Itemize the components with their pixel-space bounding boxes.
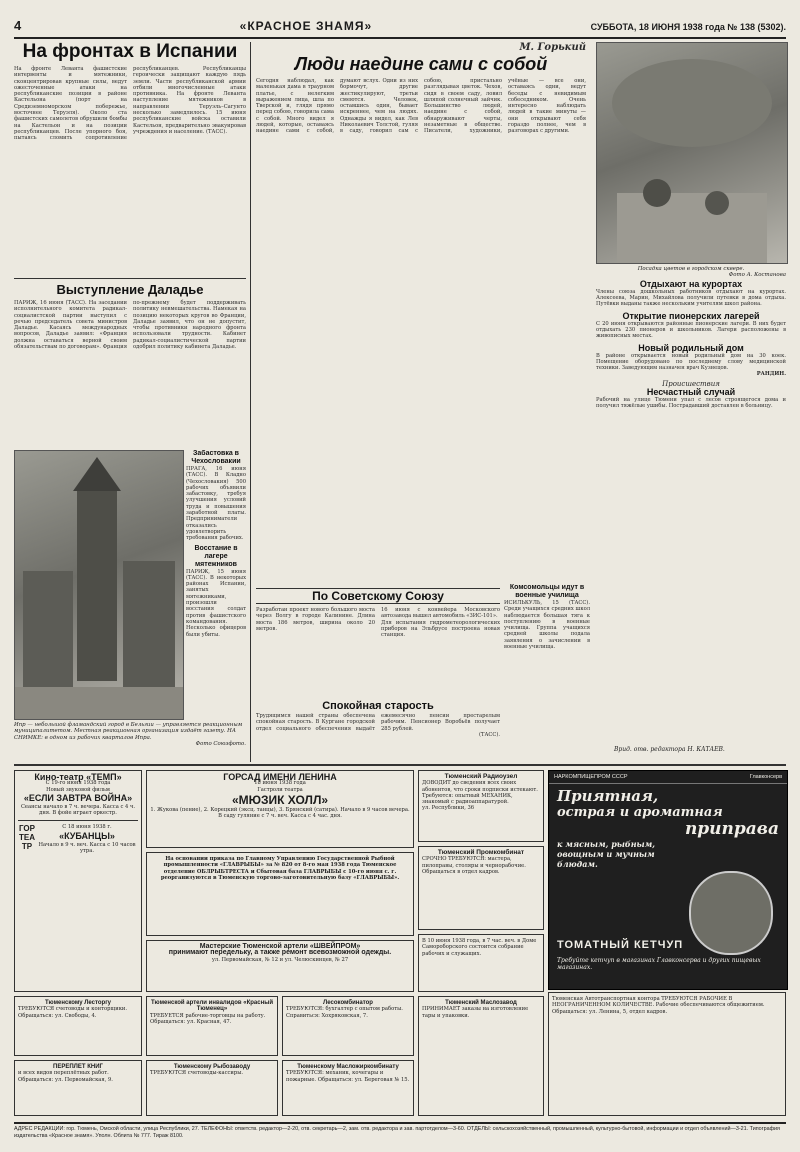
photo-credit: Фото Союзфото. (195, 741, 246, 748)
music-hall-subtitle: Гастроли театра (257, 786, 303, 793)
newspaper-title: «КРАСНОЕ ЗНАМЯ» (239, 19, 373, 33)
fishery-notice (146, 852, 414, 936)
classified-ad (146, 996, 278, 1056)
music-hall-title: «МЮЗИК ХОЛЛ» (231, 792, 329, 807)
transport-text: Тюменская Автотранспортная контора ТРЕБУЮТСЯ РАБОЧИЕ В НЕОГРАНИЧЕННОМ КОЛИЧЕСТВЕ. Рабочие обеспечиваются общежитием. Обращаться: ул. Ленина, 5, отдел кадров. (552, 996, 765, 1015)
daladier-headline: Выступление Даладье (56, 282, 204, 297)
cinema-ad (14, 770, 142, 992)
masthead (14, 18, 786, 39)
cinema-film: «ЕСЛИ ЗАВТРА ВОЙНА» (23, 792, 133, 803)
accident-section: Происшествия (662, 379, 720, 388)
footer (14, 1122, 786, 1139)
shveiprom-ad (146, 940, 414, 992)
music-hall-ad (146, 770, 414, 848)
ads-divider (14, 764, 786, 766)
meeting-text: В 10 июня 1938 года, в 7 час. веч. в Доме Самороборского состоится собрание рабочих и служащих. (422, 938, 537, 957)
resorts-text: Члены союза дошкольных работников отдыхают на курортах. Алексеева, Марин, Михайлова получили путевки в дома отдыха. Путёвки выданы также нескольким учителям школ района. (596, 288, 786, 308)
old-age-text: Трудящимся нашей страны обеспечена спокойная старость. В Кургане городской отдел социального обеспечения выдаёт ежемесячно пенсии престарелым рабочим. Пенсионер Воробьёв получает 285 рублей. (256, 713, 500, 732)
maternity-signature: РАНДИН. (756, 371, 786, 378)
promkombinat-ad (418, 846, 544, 930)
spain-headline: На фронтах в Испании (22, 42, 238, 62)
classified-text: ПРИНИМАЕТ заказы на изготовление тары и упаковки. (422, 1006, 529, 1019)
transport-ad (548, 992, 786, 1116)
right-column (596, 266, 786, 596)
ketchup-slogan-2: острая и ароматная (557, 805, 723, 820)
classified-header: Тюменской артели инвалидов «Красный Тюменец» (150, 1000, 274, 1013)
garden-caption: Посадка цветов в городском сквере. (637, 266, 745, 272)
gorky-headline: Люди наедине сами с собой (294, 54, 548, 74)
classified-text: ТРЕБУЮТСЯ счетоводы и конторщики. Обращаться: ул. Свободы, 4. (18, 1006, 128, 1019)
photo-caption-text: Ипр — небольшой фламандский город в Бельгии — управляется реакционным муниципалитетом. Местная реакционная организация издаёт газету. НА СНИМКЕ: в одном из рабочих кварталов Ипра. (14, 722, 243, 741)
page-number: 4 (14, 18, 22, 33)
promkombinat-text: СРОЧНО ТРЕБУЮТСЯ: мастера, пилоправы, столяры и чернорабочие. Обращаться в отдел кадров. (422, 856, 526, 875)
music-hall-text: 1. Жукова (пение), 2. Корецкий (эксц. танцы), 3. Брянский (сатира). Начало в 9 часов вечера. В саду гуляние с 7 ч. веч. Касса с 4 час. дня. (150, 806, 410, 820)
ketchup-product: ТОМАТНЫЙ КЕТЧУП (557, 939, 684, 951)
komsomol-text: ИСИЛЬКУЛЬ, 15 (ТАСС). Среди учащихся средних школ наблюдается большая тяга к поступлению в военные училища. Группа учащихся средней школы подала заявления о зачислении в военные училища. (504, 600, 590, 651)
theatre-date: С 18 июня 1938 г. (62, 824, 112, 831)
cinema-notes: Сеансы начало в 7 ч. вечера. Касса с 4 ч. дня. В фойе играет оркестр. (20, 803, 136, 817)
shveiprom-address: ул. Первомайская, № 12 и ул. Челюскинцев, № 27 (211, 956, 349, 963)
city-photo (14, 450, 184, 720)
side-column (186, 450, 246, 718)
issue-info: СУББОТА, 18 ИЮНЯ 1938 года № 138 (5302). (590, 22, 786, 32)
maternity-headline: Новый родильный дом (638, 342, 744, 353)
classified-text: ТРЕБУЮТСЯ: механик, кочегары и пожарные. Обращаться: ул. Береговая № 15. (286, 1070, 410, 1083)
music-hall-date: 18 июня 1938 года (254, 780, 306, 787)
ketchup-ad (548, 770, 788, 990)
classified-ad (282, 1060, 414, 1116)
komsomol-article (504, 584, 590, 754)
radio-ad (418, 770, 544, 842)
czech-headline: Забастовка в Чехословакии (191, 450, 241, 465)
ketchup-slogan-3: приправа (684, 819, 779, 839)
ketchup-slogan-4: к мясным, рыбным, овощным и мучным блюдам. (557, 839, 656, 869)
classified-header: Тюменскому Масложиркомбинату (297, 1064, 399, 1070)
tower-illustration (15, 451, 183, 719)
shveiprom-text: принимают передельку, а также ремонт всевозможной одежды. (168, 949, 392, 957)
fishery-text: На основании приказа по Главному Управлению Государственной Рыбной промышленности «ГЛАВРЫБЫ» за № 820 от 8-го мая 1938 года Тюменское отделение ОБЛРЫБТРЕСТА и Сбытовая база ГЛАВРЫБЫ с 10-го июня с. г. реорганизуются в Тюменскую торгово-заготовительную базу «ГЛАВРЫБЫ». (160, 856, 400, 881)
ketchup-slogan-1: Приятная, (557, 787, 659, 805)
classified-ad (418, 996, 544, 1116)
editor-signature: Врид. отв. редактора Н. КАТАЕВ. (614, 746, 725, 753)
classified-ad (14, 996, 142, 1056)
mexico-text: ПАРИЖ, 15 июня (ТАСС). В некоторых районах Испании, занятых мятежниками, произошли восстания солдат против фашистского командования. Несколько офицеров были убиты. (186, 568, 246, 638)
classified-text: ТРЕБУЕТСЯ рабочие-торговцы на работу. Обращаться: ул. Красная, 47. (150, 1012, 266, 1025)
classified-ad (146, 1060, 278, 1116)
accident-text: Рабочий на улице Тюмени упал с лесов строящегося дома и получил тяжёлые ушибы. Пострадавший доставлен в больницу. (596, 397, 786, 410)
classified-header: Тюменскому Лесторгу (44, 1000, 112, 1006)
soviet-union-headline: По Советскому Союзу (256, 588, 500, 604)
theatre-play: «КУБАНЦЫ» (59, 830, 115, 841)
cinema-name: Кино-театр «ТЕМП» (34, 772, 122, 782)
gorky-text: Сегодня наблюдал, как маленькая дама в траурном платье, с нелегким выражением лица, шла по Тверской и, глядя прямо перед собою, говорила сама с собой. Много видел я людей, которые, оставаясь наедине сами с собой, думают вслух. Одни из них бормочут, другие жестикулируют, третьи смеются. Человек, оставшись один, бывает искреннее, чем на людях. Однажды я видел, как Лев Николаевич Толстой, гуляя в саду, говорил сам с собою, пристально разглядывая цветок. Чехов, сидя в своем саду, ловил шляпой солнечный зайчик. Большинство людей, наедине с собой, обнаруживают черты, незаметные в обществе. Писатели, художники, учёные — все они, оставаясь одни, ведут беседы с невидимым собеседником. Очень интересно наблюдать людей в такие минуты — они открывают себя гораздо полнее, чем в разговорах с другими. (256, 78, 586, 135)
daladier-article (14, 282, 246, 444)
garden-credit: Фото А. Костанова (728, 272, 786, 279)
gorky-article (256, 42, 586, 582)
classified-text: ТРЕБУЮТСЯ: бухгалтер с опытом работы. Справиться: Хохряковская, 7. (286, 1006, 403, 1019)
music-hall-header: ГОРСАД ИМЕНИ ЛЕНИНА (223, 772, 337, 782)
classified-header: Лесокомбинатор (323, 1000, 373, 1006)
soviet-union-item: 16 июня с конвейера Московского автозавода вышел автомобиль «ЗИС-101». (381, 607, 500, 620)
radio-text: ДОВОДИТ до сведения всех своих абонентов, что сроки подписки истекают. Требуются: опытный МЕХАНИК, знакомый с радиоаппаратурой. (422, 780, 538, 806)
camps-headline: Открытие пионерских лагерей (622, 310, 760, 321)
cinema-date: С 19-го июня 1938 года (45, 780, 111, 787)
garden-photo (596, 42, 788, 264)
classified-ad (14, 1060, 142, 1116)
classified-header: Тюменскому Рыбозаводу (173, 1064, 251, 1070)
theatre-notes: Начало в 9 ч. веч. Касса с 10 часов утра. (38, 841, 136, 855)
spain-article (14, 42, 246, 274)
column-rule (250, 42, 251, 762)
soviet-union-item: Для испытания гидрометеорологических приборов на Эльбрусе построена новая станция. (381, 619, 500, 639)
footer-text: АДРЕС РЕДАКЦИИ: гор. Тюмень, Омской области, улица Республики, 27. ТЕЛЕФОНЫ: ответств. редактор—2-20, отв. секретарь—2, зам. отв. редактора и зав. партотделом—3-60. ОТДЕЛЫ: сельскохозяйственный, промышленный, культурно-бытовой, информации и отдел объявлений—3-21. Типография издательства «Красное знамя». Уполн. Облита № 777. Тираж 8100. (14, 1126, 780, 1139)
classified-text: ТРЕБУЮТСЯ счетоводы-кассиры. (150, 1070, 243, 1077)
ketchup-bottle-icon (689, 871, 773, 955)
radio-address: ул. Республики, 36 (422, 805, 475, 812)
theatre-label: ГОР ТЕАТР (19, 824, 35, 852)
cinema-subtitle: Новый звуковой фильм (46, 786, 110, 793)
ketchup-org: НАРКОМПИЩЕПРОМ СССР (554, 774, 628, 780)
old-age-article (256, 700, 500, 760)
shveiprom-header: Мастерские Тюменской артели «ШВЕЙПРОМ» (199, 943, 361, 950)
classified-header: ПЕРЕПЛЕТ КНИГ (53, 1064, 103, 1070)
divider (14, 278, 246, 279)
garden-illustration (597, 43, 787, 263)
newspaper-page (14, 18, 786, 1138)
daladier-text: ПАРИЖ, 16 июня (ТАСС). На заседании исполнительного комитета радикал-социалистской партии выступил с речью председатель совета министров Даладье. Касаясь международных вопросов, Даладье заявил: «Франция должна оставаться верной своим обязательствам по договорам». Франция по-прежнему будет поддерживать политику невмешательства. Намекая на позицию некоторых кругов во Франции, Даладье заявил, что он не допустит, чтобы противники народного фронта использовали трудности. Кабинет радикал-социалистической партии одобрил политику кабинета Даладье. (14, 300, 246, 351)
gorky-author: М. Горький (519, 42, 586, 53)
radio-header: Тюменский Радиоузел (444, 773, 518, 780)
camps-text: С 20 июня открываются районные пионерские лагери. В них будет отдыхать 230 пионеров и школьников. Лагери расположены в живописных местах. (596, 320, 786, 340)
old-age-headline: Спокойная старость (322, 700, 434, 712)
mexico-headline: Восстание в лагере мятежников (194, 544, 238, 568)
classified-text: и всех видов переплётных работ. Обращаться: ул. Первомайская, 9. (18, 1070, 113, 1083)
old-age-signature: (ТАСС). (478, 731, 500, 738)
photo-caption (14, 722, 246, 748)
maternity-text: В районе открывается новый родильный дом на 30 коек. Помещение оборудовано по последнему слову медицинской техники. Заведующим назначен врач Кузнецов. (596, 352, 786, 372)
ketchup-brand: Главконсерв (749, 774, 782, 780)
soviet-union-article (256, 588, 500, 696)
accident-headline: Несчастный случай (646, 387, 736, 398)
spain-text: На фронте Леванта фашистские интервенты и мятежники, сконцентрировав крупные силы, ведут ожесточенные атаки на республиканские позиции в районе Кастельона (порт на Средиземноморском побережье, восточнее Теруэля). Около ста фашистских самолетов обрушили бомбы на Кастельон и на позиции республиканцев. После упорного боя, пытаясь сломить сопротивление республиканцев. Республиканцы героически защищают каждую пядь земли. Части республиканской армии отбили многочисленные атаки противника. На фронте Леванта наступление мятежников в направлении Теруэль–Сагунто несколько замедлилось. 15 июня республиканские войска оставили Кастельон, предварительно эвакуировав учреждения и население. (ТАСС). (14, 66, 246, 142)
classified-ad (282, 996, 414, 1056)
komsomol-headline: Комсомольцы идут в военные училища (509, 584, 585, 599)
soviet-union-item: Разработан проект нового большого моста через Волгу в городе Калинине. Длина моста 186 метров, ширина около 20 метров. (256, 607, 375, 632)
classified-header: Тюменский Маслозавод (445, 1000, 517, 1006)
ketchup-cta: Требуйте кетчуп в магазинах Главконсерва и других пищевых магазинах. (557, 957, 761, 971)
promkombinat-header: Тюменский Промкомбинат (437, 849, 525, 856)
czech-text: ПРАГА, 16 июня (ТАСС). В Кладно (Чехословакия) 500 рабочих объявили забастовку, требуя улучшения условий труда и повышения заработной платы. Предприниматели отказались удовлетворить требования рабочих. (186, 466, 246, 542)
meeting-notice (418, 934, 544, 992)
resorts-headline: Отдыхают на курортах (639, 278, 743, 289)
